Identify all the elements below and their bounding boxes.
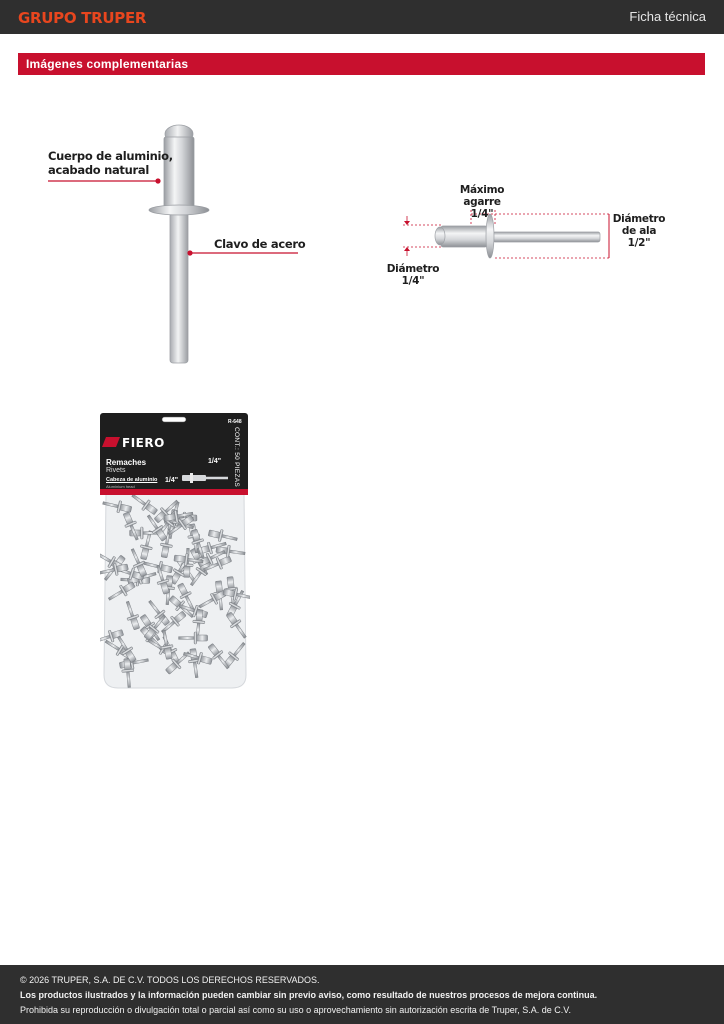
footer-copyright: © 2026 TRUPER, S.A. DE C.V. TODOS LOS DERECHOS RESERVADOS. bbox=[20, 975, 320, 985]
footer-notice: Los productos ilustrados y la información pueden cambiar sin previo aviso, como resultado de nuestros procesos de mejora continua. bbox=[20, 990, 598, 1000]
flange-value: 1/2" bbox=[627, 237, 651, 249]
flange-diameter-label bbox=[611, 213, 667, 249]
grip-value: 1/4" bbox=[470, 208, 494, 220]
package-head-text-en: Aluminium head bbox=[106, 484, 135, 489]
package-diameter-value: 1/4" bbox=[165, 477, 179, 484]
package-contents: CONT.: 50 PIEZAS bbox=[233, 427, 240, 488]
diameter-value: 1/4" bbox=[401, 275, 425, 287]
package-illustration bbox=[100, 413, 250, 691]
diameter-label bbox=[385, 263, 441, 287]
body-material-line2: acabado natural bbox=[48, 163, 149, 177]
package-code: R-648 bbox=[228, 419, 242, 425]
package-title: Remaches bbox=[106, 458, 147, 467]
package-grip-value: 1/4" bbox=[208, 458, 222, 465]
package-head-text: Cabeza de aluminio bbox=[106, 477, 158, 483]
section-title: Imágenes complementarias bbox=[26, 57, 189, 71]
rivet-dimensions-figure bbox=[385, 180, 675, 295]
footer-rights: Prohibida su reproducción o divulgación total o parcial así como su uso o aprovechamiento sin autorización escrita de Truper, S.A. de C.V. bbox=[20, 1005, 571, 1015]
brand-logo: GRUPO TRUPER bbox=[18, 9, 147, 27]
mandrel-material-label: Clavo de acero bbox=[214, 237, 306, 251]
document-type: Ficha técnica bbox=[629, 9, 706, 24]
top-bar bbox=[0, 0, 724, 34]
package-photo bbox=[100, 413, 250, 691]
body-material-line1: Cuerpo de aluminio, bbox=[48, 149, 173, 163]
grip-label bbox=[445, 184, 519, 220]
diameter-label-text: Diámetro bbox=[386, 263, 440, 275]
section-header bbox=[18, 53, 705, 75]
footer bbox=[0, 965, 724, 1024]
body-material-label bbox=[48, 149, 173, 177]
grip-label-text: Máximo agarre bbox=[459, 184, 505, 208]
package-brand: FIERO bbox=[122, 436, 165, 450]
package-subtitle: Rivets bbox=[106, 467, 126, 474]
flange-label-line1: Diámetro bbox=[612, 213, 666, 225]
flange-label-line2: de ala bbox=[621, 225, 657, 237]
rivet-parts-figure bbox=[40, 115, 320, 375]
